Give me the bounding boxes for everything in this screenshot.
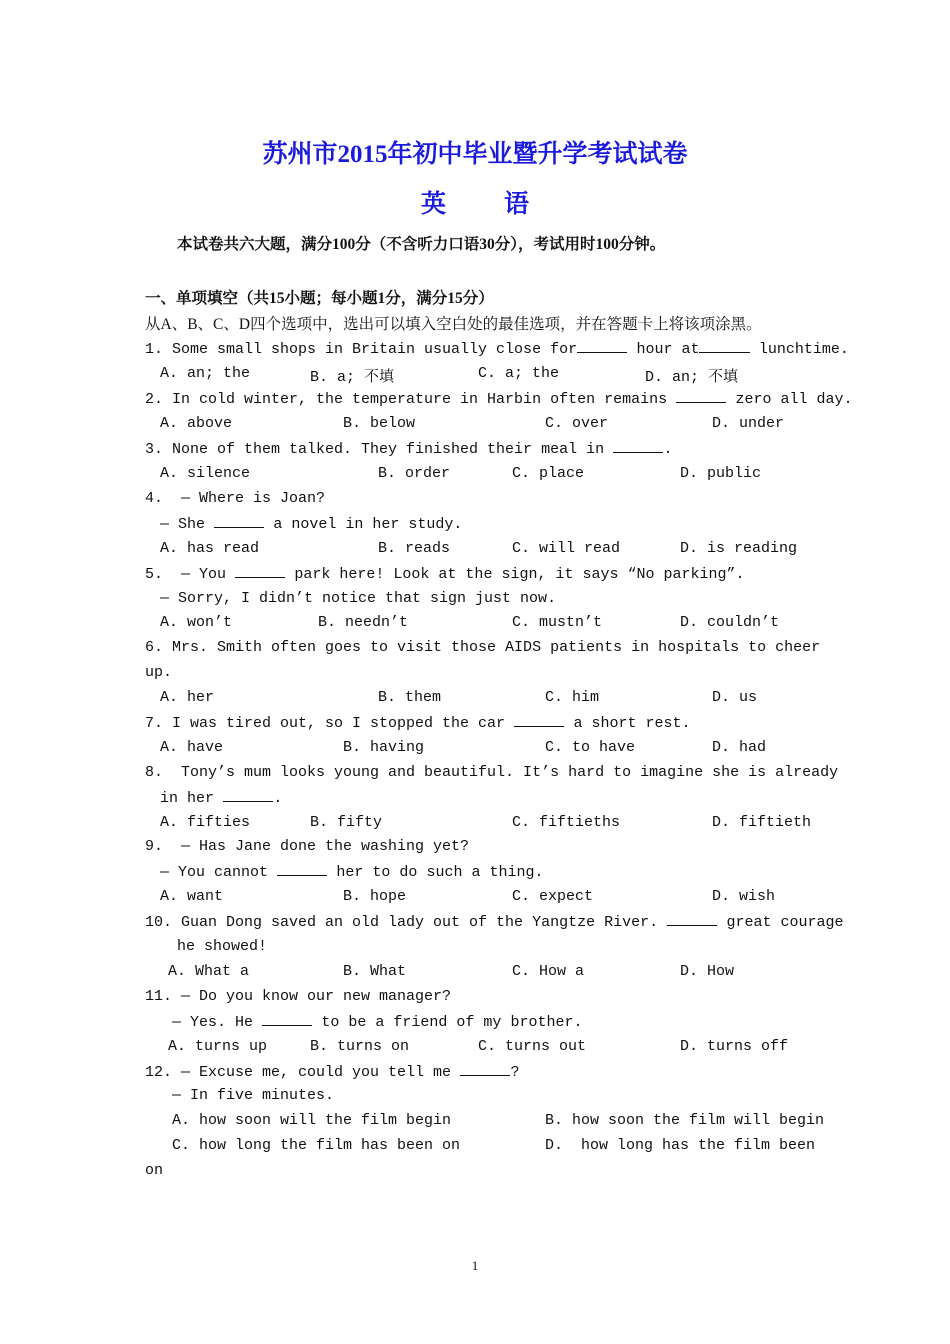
answer-option: B. them — [378, 689, 442, 706]
answer-option: B. needn’t — [318, 614, 409, 631]
answer-option: C. mustn’t — [512, 614, 603, 631]
answer-option: D. how long has the film been — [545, 1137, 816, 1154]
answer-option: A. above — [160, 415, 233, 432]
answer-option: C. how long the film has been on — [172, 1137, 461, 1154]
question-line: — You cannot her to do such a thing. — [160, 864, 544, 881]
answer-option: C. a; the — [478, 365, 560, 382]
answer-blank — [514, 714, 564, 727]
question-line: he showed! — [177, 938, 268, 955]
answer-option: D. us — [712, 689, 758, 706]
answer-option: A. fifties — [160, 814, 251, 831]
answer-option: C. fiftieths — [512, 814, 621, 831]
answer-blank — [699, 340, 749, 353]
exam-intro: 本试卷共六大题，满分100分（不含听力口语30分），考试用时100分钟。 — [177, 236, 666, 253]
subject-char-2: 语 — [504, 191, 530, 218]
question-stem: 7. I was tired out, so I stopped the car a short rest. — [145, 715, 691, 732]
answer-blank — [223, 789, 273, 802]
answer-option: B. order — [378, 465, 451, 482]
answer-option: A. her — [160, 689, 215, 706]
answer-option: B. how soon the film will begin — [545, 1112, 825, 1129]
question-stem: 12. — Excuse me, could you tell me ? — [145, 1064, 520, 1081]
section-heading: 一、单项填空（共15小题；每小题1分，满分15分） — [145, 290, 494, 307]
answer-option: B. turns on — [310, 1038, 410, 1055]
question-stem: 9. — Has Jane done the washing yet? — [145, 838, 470, 855]
answer-option: D. How — [680, 963, 735, 980]
subject-heading — [0, 184, 950, 220]
question-line: — Yes. He to be a friend of my brother. — [172, 1014, 583, 1031]
page-number: 1 — [471, 1258, 479, 1273]
answer-blank — [613, 440, 663, 453]
question-stem: 6. Mrs. Smith often goes to visit those AIDS patients in hospitals to cheer — [145, 639, 821, 656]
answer-option: A. turns up — [168, 1038, 268, 1055]
answer-option: C. to have — [545, 739, 636, 756]
answer-option: B. a; 不填 — [310, 369, 395, 386]
answer-option: C. him — [545, 689, 600, 706]
answer-blank — [676, 390, 726, 403]
answer-option: D. couldn’t — [680, 614, 780, 631]
answer-blank — [277, 863, 327, 876]
answer-option: B. hope — [343, 888, 407, 905]
question-stem: 5. — You park here! Look at the sign, it says “No parking”. — [145, 566, 745, 583]
answer-option: C. How a — [512, 963, 585, 980]
answer-option: B. reads — [378, 540, 451, 557]
answer-option: D. is reading — [680, 540, 798, 557]
answer-option: B. having — [343, 739, 425, 756]
answer-option: D. wish — [712, 888, 776, 905]
question-stem: 8. Tony’s mum looks young and beautiful. It’s hard to imagine she is already — [145, 764, 839, 781]
answer-option: D. turns off — [680, 1038, 789, 1055]
answer-blank — [667, 913, 717, 926]
question-line: — She a novel in her study. — [160, 516, 463, 533]
answer-option: D. had — [712, 739, 767, 756]
question-line: up. — [145, 664, 173, 681]
answer-option: D. an; 不填 — [645, 369, 739, 386]
answer-option: A. an; the — [160, 365, 251, 382]
question-line: in her . — [160, 790, 283, 807]
subject-char-1: 英 — [420, 191, 446, 218]
question-stem: 2. In cold winter, the temperature in Harbin often remains zero all day. — [145, 391, 853, 408]
section-instruction: 从A、B、C、D四个选项中，选出可以填入空白处的最佳选项，并在答题卡上将该项涂黑。 — [145, 316, 762, 333]
answer-option: A. silence — [160, 465, 251, 482]
answer-option: A. how soon will the film begin — [172, 1112, 452, 1129]
answer-option: D. public — [680, 465, 762, 482]
answer-option: D. fiftieth — [712, 814, 812, 831]
answer-option: A. want — [160, 888, 224, 905]
exam-title: 苏州市2015年初中毕业暨升学考试试卷 — [262, 141, 688, 168]
answer-blank — [460, 1063, 510, 1076]
answer-blank — [577, 340, 627, 353]
answer-option: A. won’t — [160, 614, 233, 631]
question-stem: 3. None of them talked. They finished their meal in . — [145, 441, 673, 458]
question-stem: 11. — Do you know our new manager? — [145, 988, 452, 1005]
question-stem: 10. Guan Dong saved an old lady out of the Yangtze River. great courage — [145, 914, 844, 931]
answer-option: B. What — [343, 963, 407, 980]
question-stem: 1. Some small shops in Britain usually close for hour at lunchtime. — [145, 341, 849, 358]
answer-option: C. turns out — [478, 1038, 587, 1055]
answer-blank — [235, 565, 285, 578]
answer-option: C. expect — [512, 888, 594, 905]
question-stem: 4. — Where is Joan? — [145, 490, 326, 507]
answer-option: A. has read — [160, 540, 260, 557]
answer-option: B. below — [343, 415, 416, 432]
option-continuation: on — [145, 1162, 164, 1179]
answer-option: C. over — [545, 415, 609, 432]
answer-option: A. have — [160, 739, 224, 756]
answer-option: D. under — [712, 415, 785, 432]
answer-option: C. will read — [512, 540, 621, 557]
question-line: — In five minutes. — [172, 1087, 335, 1104]
answer-blank — [214, 515, 264, 528]
question-line: — Sorry, I didn’t notice that sign just now. — [160, 590, 557, 607]
answer-option: C. place — [512, 465, 585, 482]
answer-blank — [262, 1013, 312, 1026]
answer-option: A. What a — [168, 963, 250, 980]
answer-option: B. fifty — [310, 814, 383, 831]
